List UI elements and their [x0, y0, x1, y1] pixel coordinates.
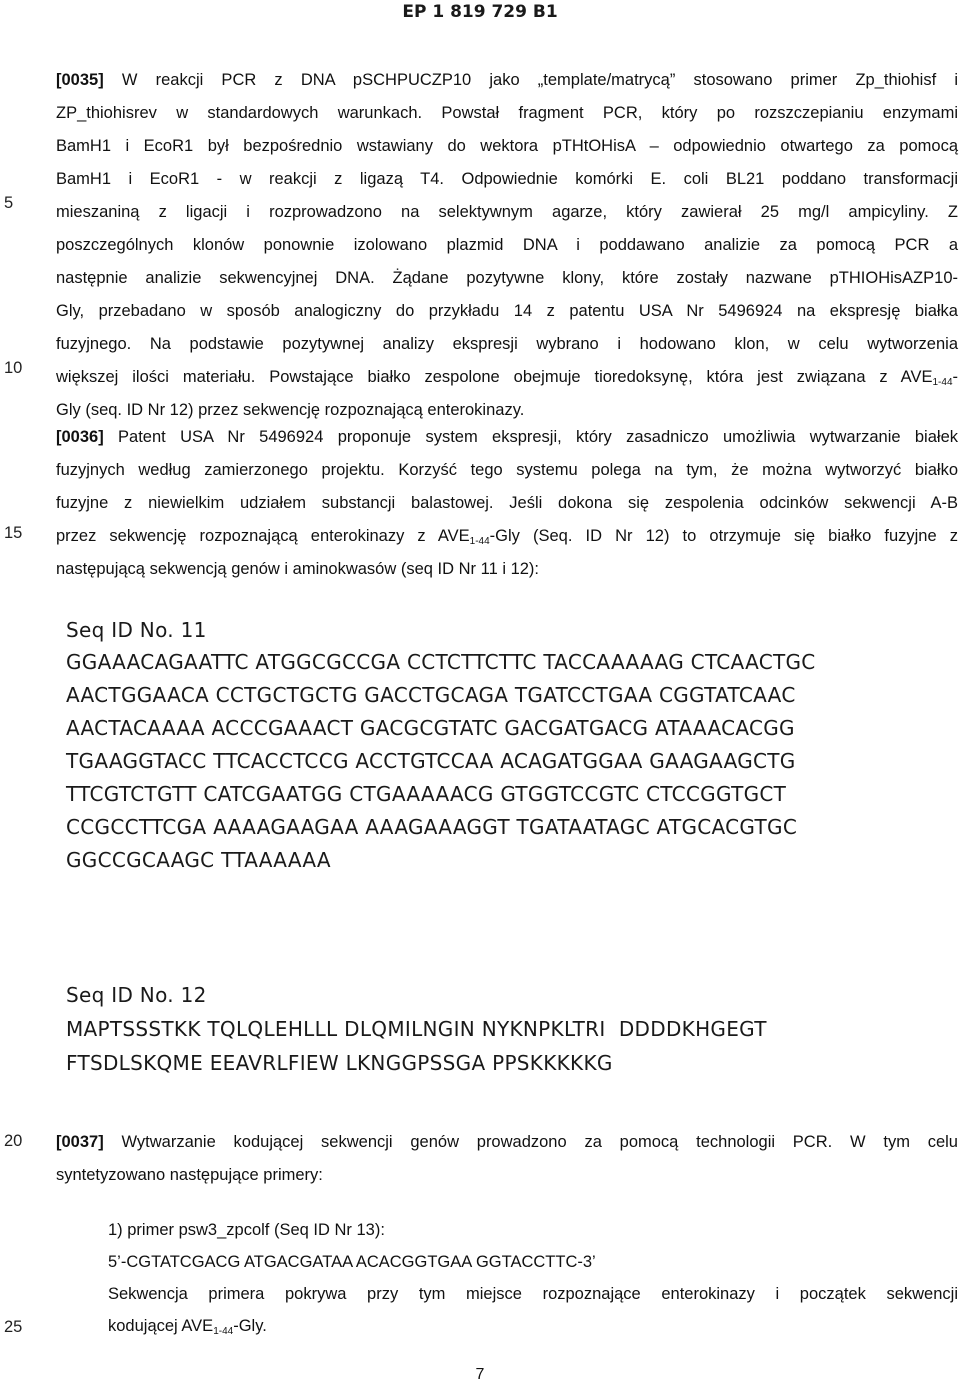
line-number-25: 25 [4, 1318, 23, 1336]
sequence-line: MAPTSSSTKK TQLQLEHLLL DLQMILNGIN NYKNPKLTRI DDDDKHGEGT [66, 1017, 767, 1041]
para-0037-line-1: [0037] Wytwarzanie kodującej sekwencji genów prowadzono za pomocą technologii PCR. W tym celu [56, 1133, 958, 1151]
sequence-11-title: Seq ID No. 11 [66, 618, 207, 642]
para-0037-line-2: syntetyzowano następujące primery: [56, 1166, 323, 1184]
patent-number-header: EP 1 819 729 B1 [402, 2, 558, 22]
sequence-line: CCGCCTTCGA AAAAGAAGAA AAAGAAAGGT TGATAATAGC ATGCACGTGC [66, 815, 798, 839]
paragraph-number: [0035] [56, 71, 104, 89]
para-0035-line-7: następnie analizie sekwencyjnej DNA. Żądane pozytywne klony, które zostały nazwane pTHIOHisAZP10- [56, 269, 958, 287]
para-0036-line-2: fuzyjnych według zamierzonego projektu. Korzyść tego systemu polega na tym, że można wytworzyć białko [56, 461, 958, 479]
para-0036-line-4: przez sekwencję rozpoznającą enterokinazy z $AVE_{1-44}$-Gly (Seq. ID Nr 12) to otrzymuje się białko fuzyjne z [56, 527, 958, 547]
sequence-line: FTSDLSKQME EEAVRLFIEW LKNGGPSSGA PPSKKKKKG [66, 1051, 613, 1075]
para-0035-line-10: większej ilości materiału. Powstające białko zespolone obejmuje tioredoksynę, która jest związana z $AVE_{1-44}-$ [56, 368, 958, 388]
primer-description-line-1: Sekwencja primera pokrywa przy tym miejsce rozpoznające enterokinazy i początek sekwencji [108, 1285, 958, 1303]
para-0036-line-3: fuzyjne z niewielkim udziałem substancji balastowej. Jeśli dokona się zespolenia odcinków sekwencji A-B [56, 494, 958, 512]
primer-list [108, 1214, 958, 1342]
paragraph-0037 [56, 1126, 958, 1192]
para-0035-line-1: [0035] W reakcji PCR z DNA pSCHPUCZP10 jako „template/matrycą” stosowano primer Zp_thiohisf i [56, 71, 958, 89]
sequence-line: TGAAGGTACC TTCACCTCCG ACCTGTCCAA ACAGATGGAA GAAGAAGCTG [66, 749, 796, 773]
para-0036-line-1: [0036] Patent USA Nr 5496924 proponuje system ekspresji, który zasadniczo umożliwia wytwarzanie białek [56, 428, 958, 446]
paragraph-number: [0037] [56, 1133, 104, 1151]
primer-item-1: 1) primer psw3_zpcolf (Seq ID Nr 13): [108, 1221, 385, 1239]
line-number-20: 20 [4, 1132, 23, 1150]
para-0035-line-3: BamH1 i EcoR1 był bezpośrednio wstawiany do wektora pTHtOHisA – odpowiednio otwartego za pomocą [56, 137, 958, 155]
sequence-line: AACTACAAAA ACCCGAAACT GACGCGTATC GACGATGACG ATAAACACGG [66, 716, 795, 740]
line-number-15: 15 [4, 524, 23, 542]
primer-description-line-2: kodującej $AVE_{1-44}$-Gly. [108, 1317, 267, 1337]
para-0035-line-11: Gly (seq. ID Nr 12) przez sekwencję rozpoznającą enterokinazy. [56, 401, 525, 419]
para-0035-line-6: poszczególnych klonów ponownie izolowano plazmid DNA i poddawano analizie za pomocą PCR a [56, 236, 958, 254]
paragraph-0036 [56, 421, 958, 586]
sequence-12-block [66, 978, 767, 1080]
sequence-11-block [66, 614, 816, 877]
para-0035-line-4: BamH1 i EcoR1 - w reakcji z ligazą T4. Odpowiednie komórki E. coli BL21 poddano transformacji [56, 170, 958, 188]
line-number-5: 5 [4, 194, 14, 212]
para-0035-line-2: ZP_thiohisrev w standardowych warunkach. Powstał fragment PCR, który po rozszczepianiu enzymami [56, 104, 958, 122]
para-0036-line-5: następującą sekwencją genów i aminokwasów (seq ID Nr 11 i 12): [56, 560, 540, 578]
sequence-line: TTCGTCTGTT CATCGAATGG CTGAAAAACG GTGGTCCGTC CTCCGGTGCT [66, 782, 787, 806]
primer-sequence: 5’-CGTATCGACG ATGACGATAA ACACGGTGAA GGTACCTTC-3’ [108, 1253, 596, 1271]
para-0035-line-5: mieszaniną z ligacji i rozprowadzono na selektywnym agarze, który zawierał 25 mg/l ampicyliny. Z [56, 203, 958, 221]
paragraph-number: [0036] [56, 428, 104, 446]
page-number: 7 [475, 1366, 485, 1383]
line-number-10: 10 [4, 359, 23, 377]
sequence-12-title: Seq ID No. 12 [66, 983, 207, 1007]
sequence-line: AACTGGAACA CCTGCTGCTG GACCTGCAGA TGATCCTGAA CGGTATCAAC [66, 683, 796, 707]
paragraph-0035 [56, 64, 958, 427]
para-0035-line-9: fuzyjnego. Na podstawie pozytywnej analizy ekspresji wybrano i hodowano klon, w celu wytworzenia [56, 335, 958, 353]
sequence-line: GGCCGCAAGC TTAAAAAA [66, 848, 331, 872]
sequence-line: GGAAACAGAATTC ATGGCGCCGA CCTCTTCTTC TACCAAAAAG CTCAACTGC [66, 650, 816, 674]
para-0035-line-8: Gly, przebadano w sposób analogiczny do przykładu 14 z patentu USA Nr 5496924 na ekspresję białka [56, 302, 958, 320]
